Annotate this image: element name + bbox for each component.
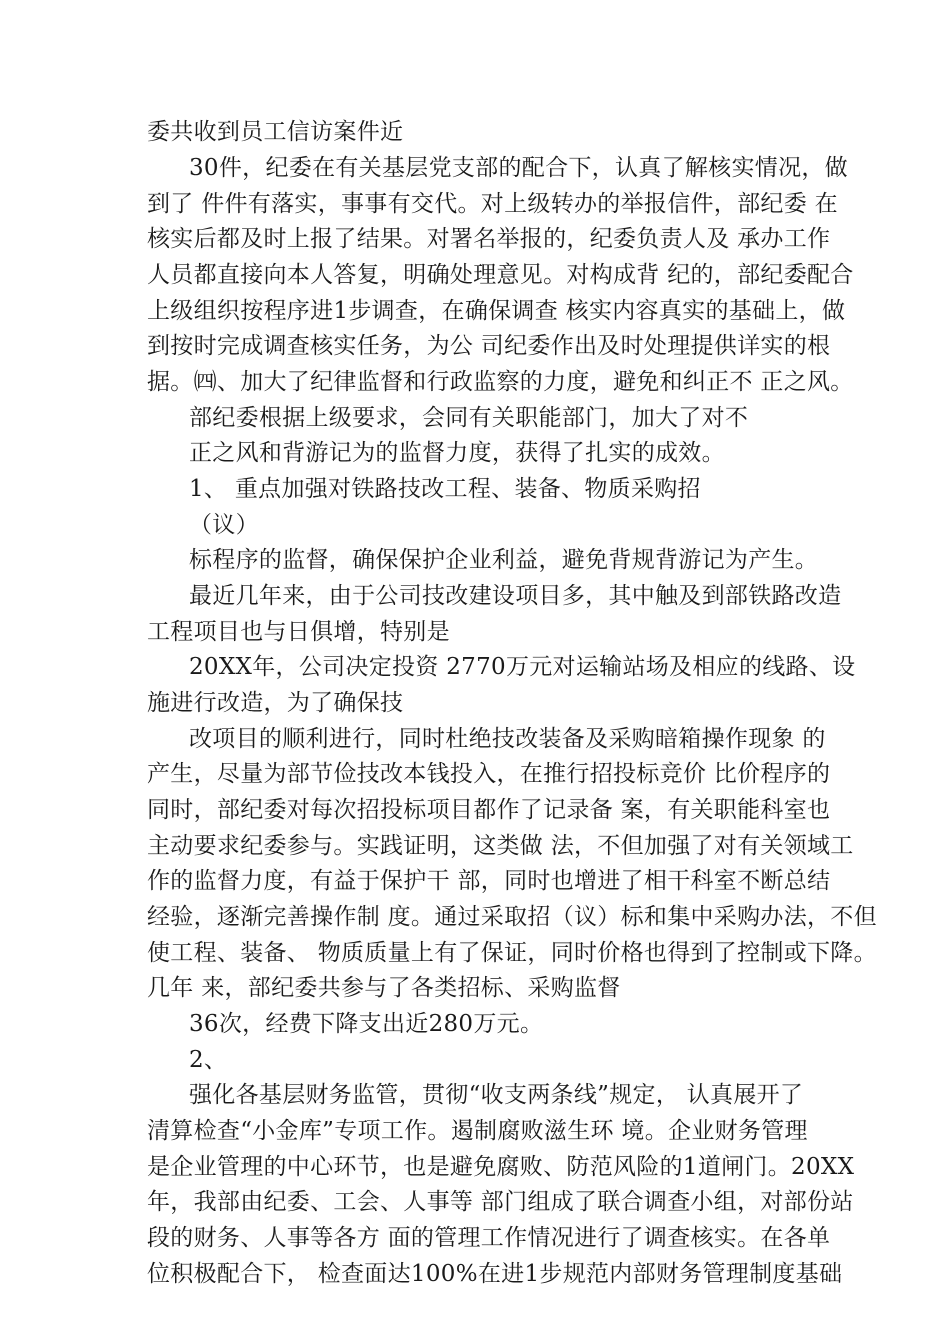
text-line: 最近几年来，由于公司技改建设项目多，其中触及到部铁路改造 [189,583,842,609]
text-line: 2、 [189,1047,228,1073]
text-line: 几年 来，部纪委共参与了各类招标、采购监督 [147,975,621,1001]
text-line: 作的监督力度，有益于保护干 部，同时也增进了相干科室不断总结 [147,868,831,894]
text-line: 位积极配合下， 检查面达100%在进1步规范内部财务管理制度基础 [147,1261,843,1287]
text-line: 20XX年，公司决定投资 2770万元对运输站场及相应的线路、设 [189,654,856,680]
text-line: 正之风和背游记为的监督力度，获得了扎实的成效。 [189,440,725,466]
text-line: 使工程、装备、 物质质量上有了保证，同时价格也得到了控制或下降。 [147,940,877,966]
text-line: 30件，纪委在有关基层党支部的配合下，认真了解核实情况，做 [189,155,848,181]
text-line: 改项目的顺利进行，同时杜绝技改装备及采购暗箱操作现象 的 [189,726,826,752]
text-line: 36次，经费下降支出近280万元。 [189,1011,544,1037]
text-line: 1、 重点加强对铁路技改工程、装备、物质采购招 [189,476,701,502]
text-line: （议） [189,512,259,538]
text-line: 清算检查“小金库”专项工作。遏制腐败滋生环 境。企业财务管理 [147,1118,808,1144]
text-line: 是企业管理的中心环节，也是避免腐败、防范风险的1道闸门。20XX [147,1154,855,1180]
text-line: 主动要求纪委参与。实践证明，这类做 法，不但加强了对有关领域工 [147,833,854,859]
text-line: 标程序的监督，确保保护企业利益，避免背规背游记为产生。 [189,547,819,573]
text-line: 据。㈣、加大了纪律监督和行政监察的力度，避免和纠正不 正之风。 [147,369,854,395]
text-line: 产生，尽量为部节俭技改本钱投入，在推行招投标竞价 比价程序的 [147,761,831,787]
text-line: 工程项目也与日俱增，特别是 [147,619,450,645]
text-line: 经验，逐渐完善操作制 度。通过采取招（议）标和集中采购办法，不但 [147,904,877,930]
text-line: 上级组织按程序进1步调查，在确保调查 核实内容真实的基础上，做 [147,298,846,324]
text-line: 到按时完成调查核实任务，为公 司纪委作出及时处理提供详实的根 [147,333,831,359]
text-line: 年，我部由纪委、工会、人事等 部门组成了联合调查小组，对部份站 [147,1189,854,1215]
text-line: 到了 件件有落实，事事有交代。对上级转办的举报信件，部纪委 在 [147,191,838,217]
text-line: 段的财务、人事等各方 面的管理工作情况进行了调查核实。在各单 [147,1225,831,1251]
text-line: 核实后都及时上报了结果。对署名举报的，纪委负责人及 承办工作 [147,226,831,252]
text-line: 施进行改造，为了确保技 [147,690,404,716]
text-line: 部纪委根据上级要求，会同有关职能部门，加大了对不 [189,405,749,431]
text-line: 委共收到员工信访案件近 [147,119,404,145]
text-line: 人员都直接向本人答复，明确处理意见。对构成背 纪的，部纪委配合 [147,262,854,288]
text-line: 同时，部纪委对每次招投标项目都作了记录备 案，有关职能科室也 [147,797,831,823]
text-line: 强化各基层财务监管，贯彻“收支两条线”规定， 认真展开了 [189,1082,804,1108]
